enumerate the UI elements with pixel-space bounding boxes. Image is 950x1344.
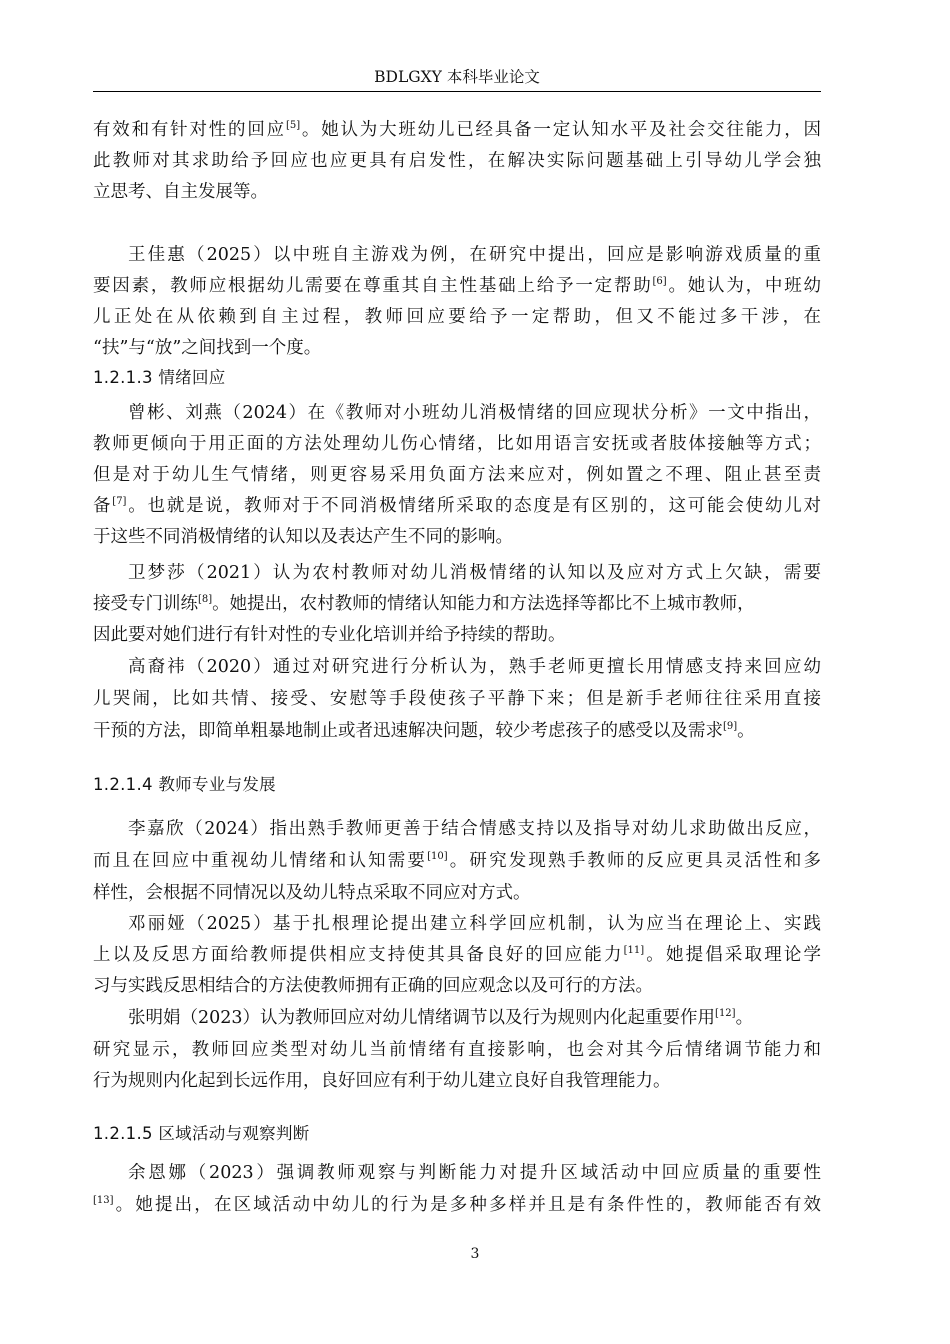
section-heading: 1.2.1.4 教师专业与发展 xyxy=(93,775,276,794)
body-line: “扶”与“放”之间找到一个度。 xyxy=(93,338,322,358)
citation-ref: [8] xyxy=(198,594,213,605)
body-line: 有效和有针对性的回应[5]。她认为大班幼儿已经具备一定认知水平及社会交往能力，因 xyxy=(93,120,821,140)
page-number: 3 xyxy=(470,1246,480,1262)
body-line: 此教师对其求助给予回应也应更具有启发性，在解决实际问题基础上引导幼儿学会独 xyxy=(93,151,821,171)
citation-ref: [12] xyxy=(715,1008,736,1019)
body-line: 儿正处在从依赖到自主过程，教师回应要给予一定帮助，但又不能过多干涉，在 xyxy=(93,307,821,327)
body-line: 而且在回应中重视幼儿情绪和认知需要[10]。研究发现熟手教师的反应更具灵活性和多 xyxy=(93,851,821,871)
body-line: 余恩娜（2023）强调教师观察与判断能力对提升区域活动中回应质量的重要性 xyxy=(128,1163,821,1183)
citation-ref: [11] xyxy=(623,945,645,956)
body-line: 立思考、自主发展等。 xyxy=(93,182,268,202)
section-heading: 1.2.1.3 情绪回应 xyxy=(93,368,226,387)
body-line: 李嘉欣（2024）指出熟手教师更善于结合情感支持以及指导对幼儿求助做出反应， xyxy=(128,819,821,839)
body-line: 张明娟（2023）认为教师回应对幼儿情绪调节以及行为规则内化起重要作用[12]。 xyxy=(128,1008,754,1028)
body-line: 备[7]。也就是说，教师对于不同消极情绪所采取的态度是有区别的，这可能会使幼儿对 xyxy=(93,496,821,516)
citation-ref: [10] xyxy=(427,851,448,862)
running-header: BDLGXY 本科毕业论文 xyxy=(374,68,540,86)
body-line: 习与实践反思相结合的方法使教师拥有正确的回应观念以及可行的方法。 xyxy=(93,976,653,996)
citation-ref: [5] xyxy=(285,120,301,131)
body-line: 上以及反思方面给教师提供相应支持使其具备良好的回应能力[11]。她提倡采取理论学 xyxy=(93,945,821,965)
body-line: 曾彬、刘燕（2024）在《教师对小班幼儿消极情绪的回应现状分析》一文中指出， xyxy=(128,403,821,423)
body-line: 儿哭闹，比如共情、接受、安慰等手段使孩子平静下来；但是新手老师往往采用直接 xyxy=(93,689,821,709)
section-heading: 1.2.1.5 区域活动与观察判断 xyxy=(93,1124,310,1143)
header-rule xyxy=(93,91,821,92)
citation-ref: [13] xyxy=(93,1195,114,1206)
citation-ref: [6] xyxy=(652,276,667,287)
body-line: 接受专门训练[8]。她提出，农村教师的情绪认知能力和方法选择等都比不上城市教师， xyxy=(93,594,755,614)
body-line: 样性，会根据不同情况以及幼儿特点采取不同应对方式。 xyxy=(93,883,531,903)
body-line: 邓丽娅（2025）基于扎根理论提出建立科学回应机制，认为应当在理论上、实践 xyxy=(128,914,821,934)
body-line: 王佳惠（2025）以中班自主游戏为例，在研究中提出，回应是影响游戏质量的重 xyxy=(128,245,821,265)
citation-ref: [9] xyxy=(723,721,738,732)
body-line: 研究显示，教师回应类型对幼儿当前情绪有直接影响，也会对其今后情绪调节能力和 xyxy=(93,1040,821,1060)
body-line: 于这些不同消极情绪的认知以及表达产生不同的影响。 xyxy=(93,527,513,547)
body-line: 高裔祎（2020）通过对研究进行分析认为，熟手老师更擅长用情感支持来回应幼 xyxy=(128,657,821,677)
body-line: [13]。她提出，在区域活动中幼儿的行为是多种多样并且是有条件性的，教师能否有效 xyxy=(93,1195,821,1215)
body-line: 因此要对她们进行有针对性的专业化培训并给予持续的帮助。 xyxy=(93,625,566,645)
body-line: 卫梦莎（2021）认为农村教师对幼儿消极情绪的认知以及应对方式上欠缺，需要 xyxy=(128,563,821,583)
citation-ref: [7] xyxy=(112,496,127,507)
body-line: 行为规则内化起到长远作用，良好回应有利于幼儿建立良好自我管理能力。 xyxy=(93,1071,671,1091)
body-line: 但是对于幼儿生气情绪，则更容易采用负面方法来应对，例如置之不理、阻止甚至责 xyxy=(93,465,821,485)
body-line: 要因素，教师应根据幼儿需要在尊重其自主性基础上给予一定帮助[6]。她认为，中班幼 xyxy=(93,276,821,296)
body-line: 教师更倾向于用正面的方法处理幼儿伤心情绪，比如用语言安抚或者肢体接触等方式； xyxy=(93,434,821,454)
body-line: 干预的方法，即简单粗暴地制止或者迅速解决问题，较少考虑孩子的感受以及需求[9]。 xyxy=(93,721,755,741)
